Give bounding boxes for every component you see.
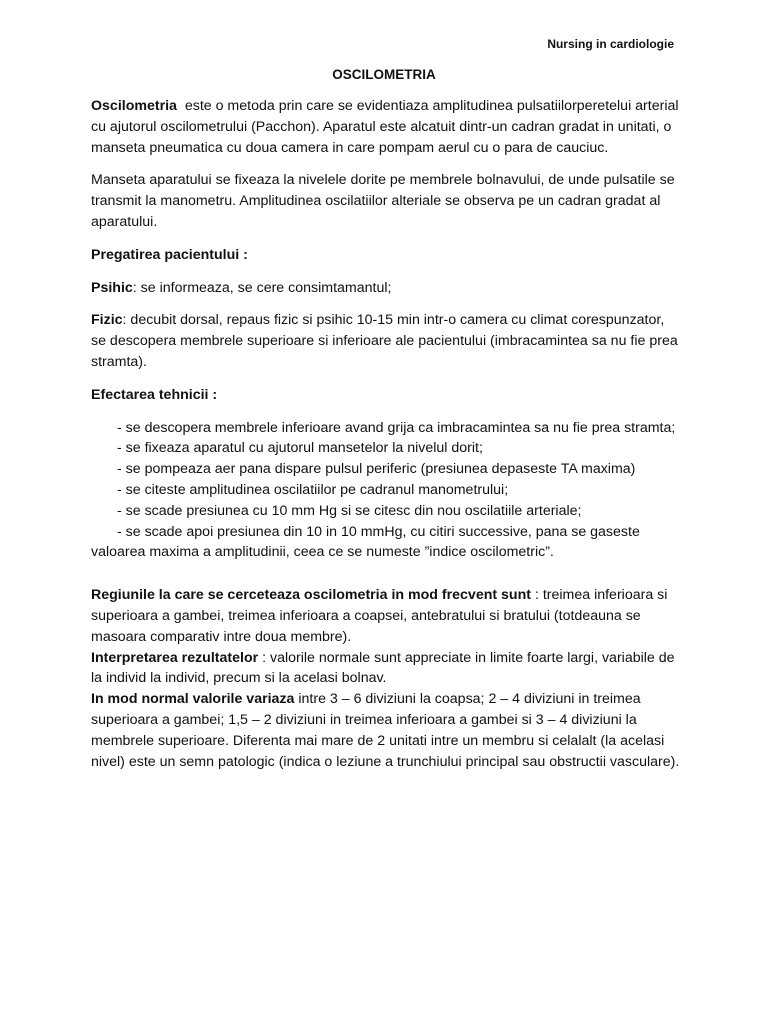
prep-heading: Pregatirea pacientului : <box>91 246 248 263</box>
step-item: - se citeste amplitudinea oscilatiilor pe cadranul manometrului; <box>117 481 509 498</box>
manseta-paragraph: Manseta aparatului se fixeaza la nivelele dorite pe membrele bolnavului, de unde pulsatile se transmit la manometru. Amplitudinea oscilatiilor alteriale se observa pe un cadran gradat al aparatului. <box>91 172 675 230</box>
technique-heading: Efectarea tehnicii : <box>91 386 218 403</box>
fizic-text: : decubit dorsal, repaus fizic si psihic 10-15 min intr-o camera cu climat corespunzator, se descopera membrele superioare si inferioare ale pacientului (imbracamintea sa nu fie prea stramta). <box>91 312 678 370</box>
fizic-paragraph <box>91 310 683 372</box>
regions-paragraph <box>91 585 683 647</box>
normal-values-label: In mod normal valorile variaza <box>91 691 295 708</box>
running-header: Nursing in cardiologie <box>547 37 674 51</box>
interpretation-text: : valorile normale sunt appreciate in limite foarte largi, variabile de la individ la individ, precum si la acelasi bolnav. <box>91 649 675 687</box>
intro-text: este o metoda prin care se evidentiaza amplitudinea pulsatiilorperetelui arterial cu ajutorul oscilometrului (Pacchon). Aparatul este alcatuit dintr-un cadran gradat in unitati, o manseta pneumatica cu doua camera in care pompam aerul cu o para de cauciuc. <box>91 98 683 156</box>
psihic-label: Psihic <box>91 279 133 296</box>
psihic-text: : se informeaza, se cere consimtamantul; <box>132 279 392 296</box>
regions-label: Regiunile la care se cerceteaza oscilometria in mod frecvent sunt <box>91 587 531 604</box>
step-item: - se scade presiunea cu 10 mm Hg si se citesc din nou oscilatiile arteriale; <box>117 502 582 519</box>
normal-values-paragraph <box>91 689 683 772</box>
regions-text: : treimea inferioara si superioara a gambei, treimea inferioara a coapsei, antebratului si bratului (totdeauna se masoara comparativ intre doua membre). <box>91 587 668 645</box>
fizic-label: Fizic <box>91 312 123 329</box>
intro-paragraph <box>91 96 683 158</box>
intro-term: Oscilometria <box>91 98 177 114</box>
psihic-paragraph <box>91 278 683 299</box>
document-body <box>91 96 683 772</box>
step-item: - se fixeaza aparatul cu ajutorul mansetelor la nivelul dorit; <box>117 440 483 457</box>
interpretation-paragraph <box>91 648 683 690</box>
step-item: - se descopera membrele inferioare avand grija ca imbracamintea sa nu fie prea stramta; <box>117 419 676 436</box>
step-item: - se scade apoi presiunea din 10 in 10 mmHg, cu citiri successive, pana se gaseste valoarea maxima a amplitudinii, ceea ce se numeste ”indice oscilometric”. <box>91 523 640 561</box>
technique-steps <box>91 418 683 564</box>
step-item: - se pompeaza aer pana dispare pulsul periferic (presiunea depaseste TA maxima) <box>117 461 636 478</box>
normal-values-text: intre 3 – 6 diviziuni la coapsa; 2 – 4 diviziuni in treimea superioara a gambei; 1,5 – 2 diviziuni in treimea inferioara a gambei si 3 – 4 diviziuni la membrele superioare. Diferenta mai mare de 2 unitati intre un membru si celalalt (la acelasi nivel) este un semn patologic (indica o leziune a trunchiului principal sau obstructii vasculare). <box>91 691 680 770</box>
document-title: OSCILOMETRIA <box>332 67 436 82</box>
interpretation-label: Interpretarea rezultatelor <box>91 649 259 666</box>
